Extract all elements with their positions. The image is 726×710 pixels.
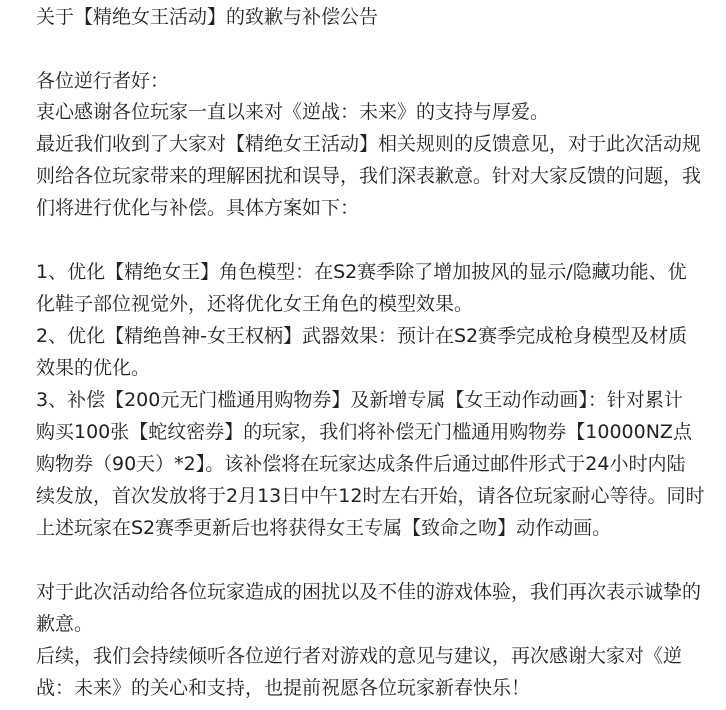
plan-line-4: 效果的优化。 xyxy=(36,357,151,379)
intro-line-2: 最近我们收到了大家对【精绝女王活动】相关规则的反馈意见，对于此次活动规 xyxy=(36,133,702,155)
plan-line-7: 购物券（90天）*2】。该补偿将在玩家达成条件后通过邮件形式于24小时内陆 xyxy=(36,453,686,475)
plan-line-8: 续发放，首次发放将于2月13日中午12时左右开始，请各位玩家耐心等待。同时 xyxy=(36,485,705,507)
intro-line-3: 则给各位玩家带来的理解困扰和误导，我们深表歉意。针对大家反馈的问题，我 xyxy=(36,165,702,187)
greeting-line: 各位逆行者好： xyxy=(36,70,170,92)
intro-line-1: 衷心感谢各位玩家一直以来对《逆战：未来》的支持与厚爱。 xyxy=(36,101,550,123)
plan-line-6: 购买100张【蛇纹密券】的玩家，我们将补偿无门槛通用购物券【10000NZ点 xyxy=(36,421,692,443)
plan-line-1: 1、优化【精绝女王】角色模型：在S2赛季除了增加披风的显示/隐藏功能、优 xyxy=(36,261,687,283)
intro-line-4: 们将进行优化与补偿。具体方案如下： xyxy=(36,197,360,219)
closing-line-3: 后续，我们会持续倾听各位逆行者对游戏的意见与建议，再次感谢大家对《逆 xyxy=(36,645,683,667)
plan-line-9: 上述玩家在S2赛季更新后也将获得女王专属【致命之吻】动作动画。 xyxy=(36,517,612,539)
closing-line-2: 歉意。 xyxy=(36,613,94,635)
plan-line-5: 3、补偿【200元无门槛通用购物券】及新增专属【女王动作动画】：针对累计 xyxy=(36,389,683,411)
plan-line-2: 化鞋子部位视觉外，还将优化女王角色的模型效果。 xyxy=(36,293,474,315)
announcement-title: 关于【精绝女王活动】的致歉与补偿公告 xyxy=(36,6,379,28)
closing-line-1: 对于此次活动给各位玩家造成的困扰以及不佳的游戏体验，我们再次表示诚挚的 xyxy=(36,581,702,603)
plan-line-3: 2、优化【精绝兽神-女王权柄】武器效果：预计在S2赛季完成枪身模型及材质 xyxy=(36,325,688,347)
closing-line-4: 战：未来》的关心和支持，也提前祝愿各位玩家新春快乐！ xyxy=(36,677,531,699)
